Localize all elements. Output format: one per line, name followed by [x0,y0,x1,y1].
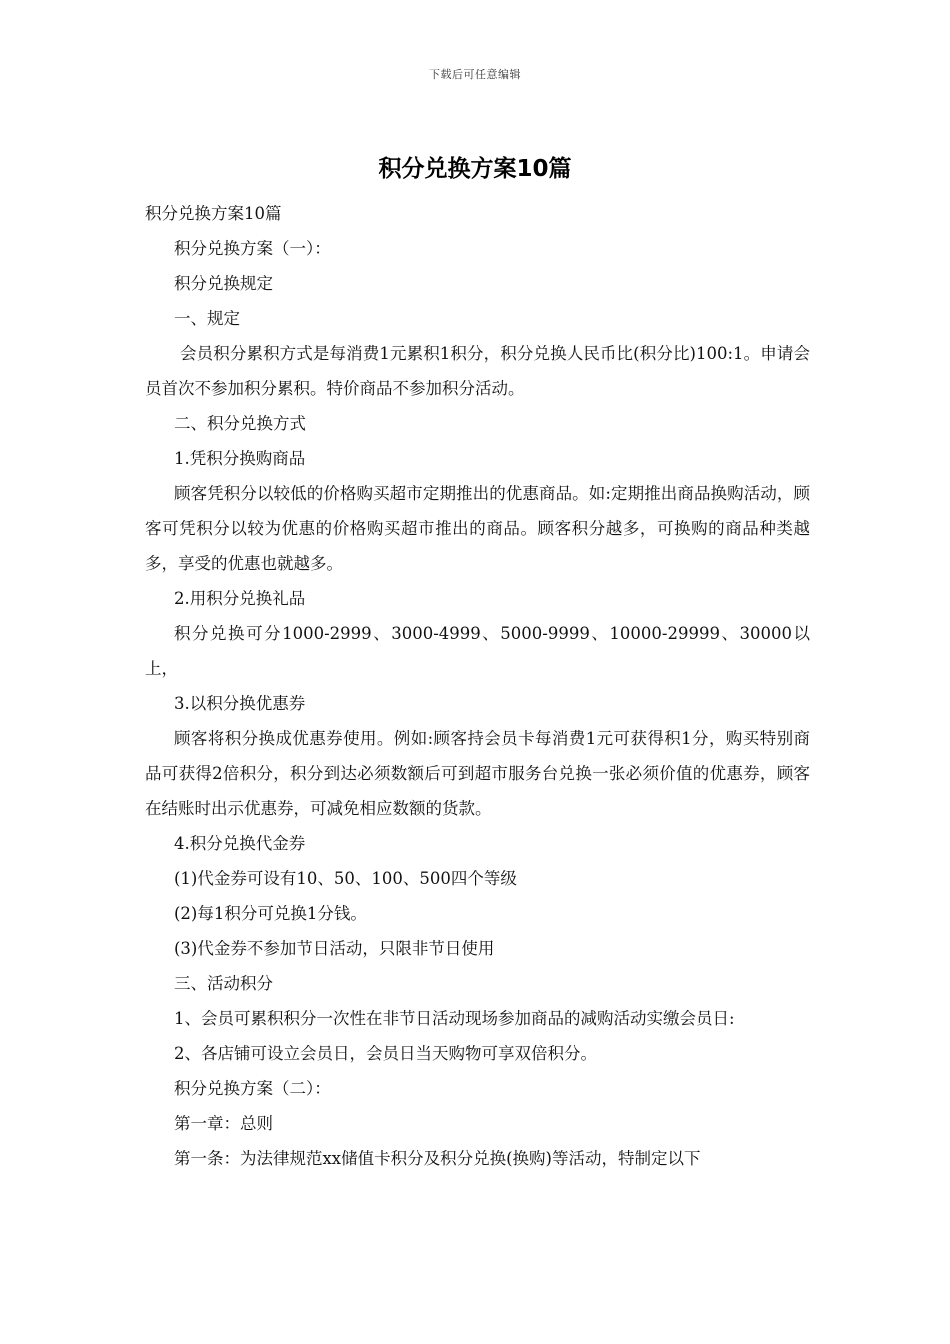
paragraph: (3)代金券不参加节日活动，只限非节日使用 [174,939,495,958]
paragraph: 积分兑换规定 [174,274,273,293]
header-note: 下载后可任意编辑 [429,68,521,81]
paragraph: 第一章：总则 [174,1114,273,1133]
document-title: 积分兑换方案10篇 [378,156,572,182]
paragraph: 三、活动积分 [174,974,273,993]
paragraph: (2)每1积分可兑换1分钱。 [174,904,367,923]
paragraph: 积分兑换方案10篇 [145,204,282,223]
paragraph: 积分兑换方案（一）： [174,239,331,258]
paragraph: 积分兑换方案（二）： [174,1079,331,1098]
paragraph: (1)代金券可设有10、50、100、500四个等级 [174,869,517,888]
paragraph: 顾客凭积分以较低的价格购买超市定期推出的优惠商品。如:定期推出商品换购活动，顾客可凭积分以较为优惠的价格购买超市推出的商品。顾客积分越多，可换购的商品种类越多，享受的优惠也就越多。 [145,484,810,573]
paragraph: 一、规定 [174,309,240,328]
paragraph: 第一条：为法律规范xx储值卡积分及积分兑换(换购)等活动，特制定以下 [174,1149,701,1168]
paragraph: 二、积分兑换方式 [174,414,306,433]
paragraph: 1、会员可累积积分一次性在非节日活动现场参加商品的减购活动实缴会员日: [174,1009,735,1028]
paragraph: 会员积分累积方式是每消费1元累积1积分，积分兑换人民币比(积分比)100:1。申请会员首次不参加积分累积。特价商品不参加积分活动。 [145,344,810,398]
document-body [145,196,810,1176]
paragraph: 4.积分兑换代金券 [174,834,306,853]
paragraph: 3.以积分换优惠券 [174,694,306,713]
paragraph: 积分兑换可分1000-2999、3000-4999、5000-9999、10000-29999、30000以上， [145,624,810,678]
paragraph: 2、各店铺可设立会员日，会员日当天购物可享双倍积分。 [174,1044,597,1063]
paragraph: 顾客将积分换成优惠券使用。例如:顾客持会员卡每消费1元可获得积1分，购买特别商品可获得2倍积分，积分到达必须数额后可到超市服务台兑换一张必须价值的优惠券，顾客在结账时出示优惠券，可减免相应数额的货款。 [145,729,810,818]
paragraph: 1.凭积分换购商品 [174,449,306,468]
paragraph: 2.用积分兑换礼品 [174,589,306,608]
